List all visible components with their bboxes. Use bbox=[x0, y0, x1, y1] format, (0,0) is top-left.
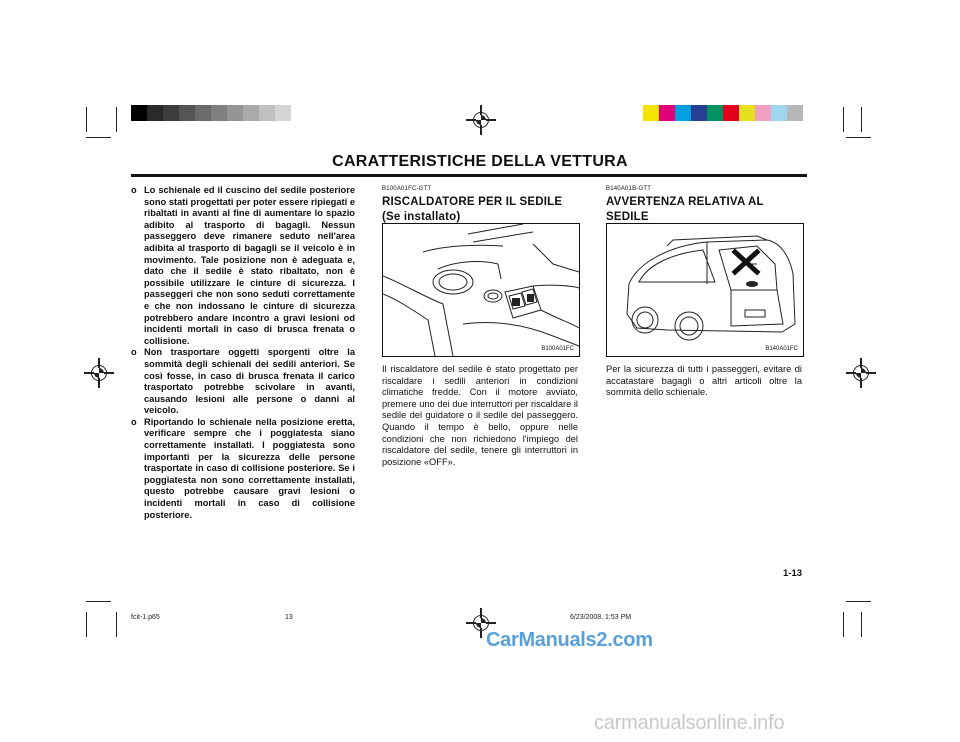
color-swatch bbox=[675, 105, 691, 121]
seat-heater-illustration bbox=[382, 223, 580, 357]
rear-cargo-illustration bbox=[606, 223, 804, 357]
list-item-text: Lo schienale ed il cuscino del sedile posteriore sono stati progettati per poter essere ripiegati e ribaltati in avanti al fine di aumentare lo spazio adibito al trasporto di bagagli. Nessun passeggero deve rimanere seduto nell'area adibita al trasporto di bagagli se il veicolo è in movimento. Tale posizione non è adeguata e, dato che il sedile è stato ribaltato, non è possibile utilizzare le cinture di sicurezza. I passeggeri che non sono seduti correttamente e che non indossano le cinture di sicurezza potrebbero andare incontro a gravi lesioni od incidenti mortali in caso di brusca frenata o collisione. bbox=[144, 185, 355, 346]
section-body: Il riscaldatore del sedile è stato progettato per riscaldare i sedili anteriori in condizioni climatiche fredde. Con il motore avviato, premere uno dei due interruttori per riscaldare il sedile del guidatore o il sedile del passeggero. Quando il tempo è bello, oppure nelle condizioni che non richiedono l'impiego del riscaldatore del sedile, tenere gli interruttori in posizione «OFF». bbox=[382, 364, 578, 467]
color-swatch bbox=[707, 105, 723, 121]
file-page: 13 bbox=[285, 614, 293, 621]
crosshair-left-icon bbox=[88, 362, 110, 384]
color-swatch bbox=[259, 105, 275, 121]
list-item-text: Non trasportare oggetti sporgenti oltre la sommità degli schienali dei sedili anteriori. Se così fosse, in caso di brusca frenata il carico trasportato potrebbe scivolare in avanti, causando lesioni alle persone o danni al veicolo. bbox=[144, 347, 355, 416]
section-code: B140A01B-GTT bbox=[606, 186, 652, 192]
color-swatch bbox=[723, 105, 739, 121]
section-body: Per la sicurezza di tutti i passeggeri, evitare di accatastare bagagli o altri articoli oltre la sommità dello schienale. bbox=[606, 364, 802, 398]
watermark-carmanualsonline[interactable]: carmanualsonline.info bbox=[594, 712, 785, 734]
list-item: o Lo schienale ed il cuscino del sedile posteriore sono stati progettati per poter essere ripiegati e ribaltati in avanti al fine di aumentare lo spazio adibito al trasporto di bagagli. Nessun passeggero deve rimanere seduto nell'area adibita al trasporto di bagagli se il veicolo è in movimento. Tale posizione non è adeguata e, dato che il sedile è stato ribaltato, non è possibile utilizzare le cinture di sicurezza. I passeggeri che non sono seduti correttamente e che non indossano le cinture di sicurezza potrebbero andare incontro a gravi lesioni od incidenti mortali in caso di brusca frenata o collisione. bbox=[131, 185, 355, 346]
crosshair-top-icon bbox=[470, 109, 492, 131]
section-subtitle: (Se installato) bbox=[382, 211, 461, 223]
crosshair-right-icon bbox=[850, 362, 872, 384]
list-item-text: Riportando lo schienale nella posizione eretta, verificare sempre che i poggiatesta siano correttamente installati. I poggiatesta sono importanti per la sicurezza delle persone trasportate in caso di collisione posteriore. Se i poggiatesta non sono correttamente installati, questo potrebbe causare gravi lesioni o incidenti mortali in caso di collisione posteriore. bbox=[144, 416, 355, 520]
timestamp: 6/23/2008, 1:53 PM bbox=[570, 614, 632, 621]
page-number: 1-13 bbox=[783, 568, 803, 579]
gray-calibration-bar bbox=[131, 105, 291, 121]
color-calibration-bar bbox=[643, 105, 803, 121]
section-title: RISCALDATORE PER IL SEDILE bbox=[382, 196, 563, 208]
color-swatch bbox=[643, 105, 659, 121]
file-name: fcit-1.p65 bbox=[131, 614, 160, 621]
color-swatch bbox=[211, 105, 227, 121]
page-title: CARATTERISTICHE DELLA VETTURA bbox=[332, 153, 628, 170]
color-swatch bbox=[771, 105, 787, 121]
color-swatch bbox=[755, 105, 771, 121]
color-swatch bbox=[691, 105, 707, 121]
color-swatch bbox=[227, 105, 243, 121]
color-swatch bbox=[179, 105, 195, 121]
list-item: o Non trasportare oggetti sporgenti oltre la sommità degli schienali dei sedili anteriori. Se così fosse, in caso di brusca frenata il carico trasportato potrebbe scivolare in avanti, causando lesioni alle persone o danni al veicolo. bbox=[131, 347, 355, 416]
color-swatch bbox=[275, 105, 291, 121]
middle-column bbox=[382, 186, 578, 225]
color-swatch bbox=[243, 105, 259, 121]
seat-heater-switch-drawing bbox=[383, 224, 579, 356]
figure-code: B140A01FC bbox=[765, 346, 798, 352]
figure-code: B100A01FC bbox=[541, 346, 574, 352]
section-title: AVVERTENZA RELATIVA AL SEDILE bbox=[606, 196, 764, 223]
header-rule bbox=[131, 174, 807, 177]
section-code: B100A01FC-GTT bbox=[382, 186, 432, 192]
left-column bbox=[131, 185, 355, 521]
list-item: o Riportando lo schienale nella posizione eretta, verificare sempre che i poggiatesta siano correttamente installati. I poggiatesta sono importanti per la sicurezza delle persone trasportate in caso di collisione posteriore. Se i poggiatesta non sono correttamente installati, questo potrebbe causare gravi lesioni o incidenti mortali in caso di collisione posteriore. bbox=[131, 416, 355, 520]
car-rear-drawing bbox=[607, 224, 803, 356]
prohibited-x-icon bbox=[735, 252, 757, 272]
color-swatch bbox=[659, 105, 675, 121]
color-swatch bbox=[739, 105, 755, 121]
color-swatch bbox=[195, 105, 211, 121]
color-swatch bbox=[787, 105, 803, 121]
color-swatch bbox=[147, 105, 163, 121]
color-swatch bbox=[163, 105, 179, 121]
watermark-carmanuals2[interactable]: CarManuals2.com bbox=[486, 629, 653, 651]
color-swatch bbox=[131, 105, 147, 121]
